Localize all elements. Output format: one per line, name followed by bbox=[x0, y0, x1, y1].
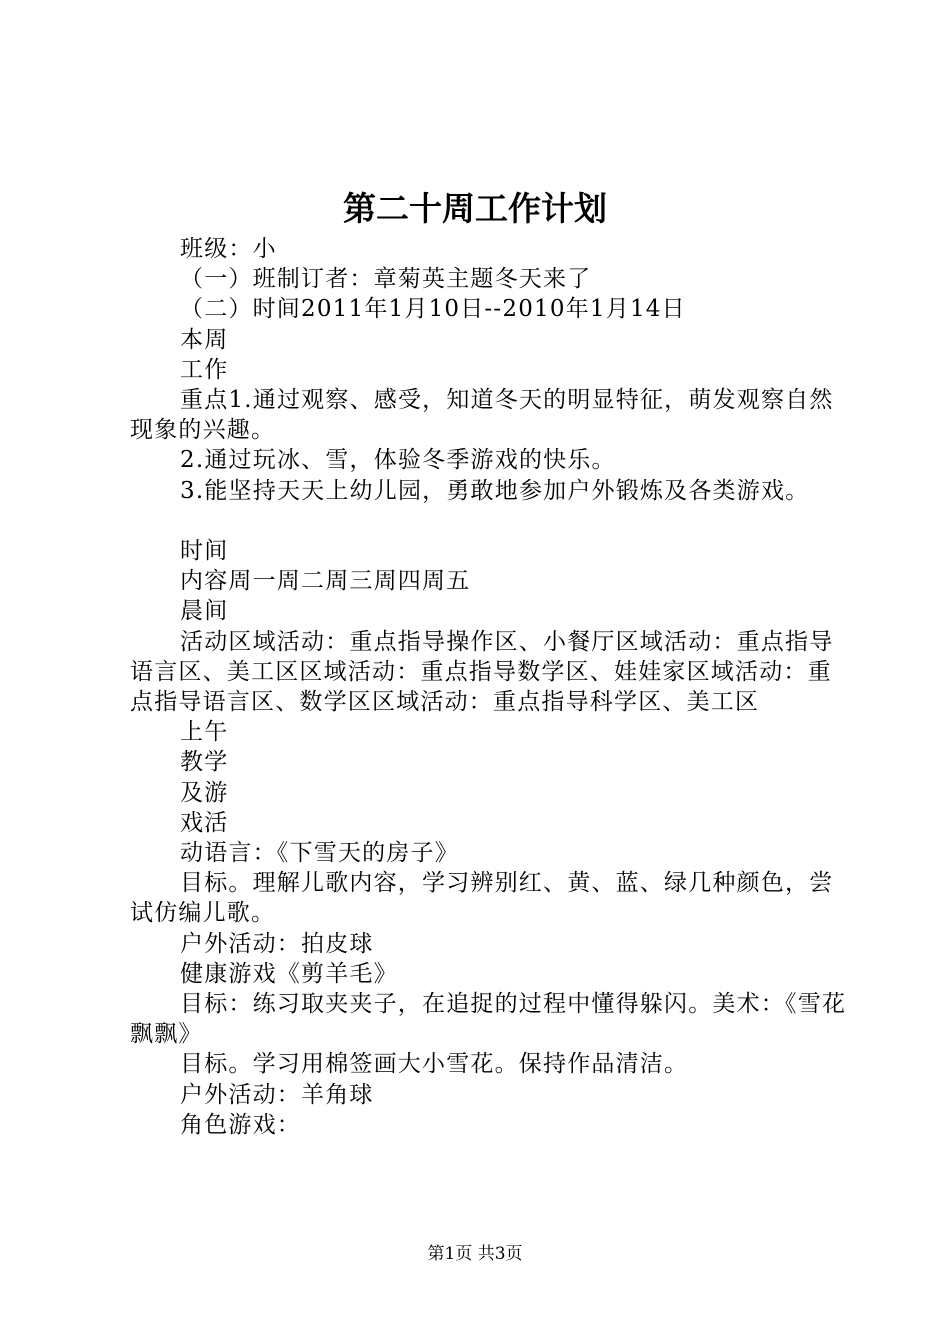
paragraph: 目标。理解儿歌内容，学习辨别红、黄、蓝、绿几种颜色，尝试仿编儿歌。 bbox=[130, 870, 834, 927]
paragraph: 上午 bbox=[180, 719, 229, 746]
paragraph: 工作 bbox=[180, 356, 229, 383]
paragraph: 2.通过玩冰、雪，体验冬季游戏的快乐。 bbox=[180, 447, 616, 474]
paragraph: 户外活动：拍皮球 bbox=[180, 930, 374, 957]
paragraph: 晨间 bbox=[180, 598, 229, 625]
paragraph: 本周 bbox=[180, 326, 229, 353]
paragraph: 戏活 bbox=[180, 809, 229, 836]
paragraph: （一）班制订者：章菊英主题冬天来了 bbox=[180, 266, 592, 293]
paragraph: 及游 bbox=[180, 779, 229, 806]
document-title: 第二十周工作计划 bbox=[343, 189, 607, 228]
page-footer: 第1页 共3页 bbox=[427, 1244, 523, 1264]
paragraph: 角色游戏： bbox=[180, 1111, 301, 1138]
paragraph: 3.能坚持天天上幼儿园，勇敢地参加户外锻炼及各类游戏。 bbox=[180, 477, 810, 504]
paragraph: （二）时间2011年1月10日--2010年1月14日 bbox=[180, 296, 686, 323]
paragraph: 教学 bbox=[180, 749, 229, 776]
blank-line bbox=[130, 506, 852, 536]
paragraph: 目标：练习取夹夹子，在追捉的过程中懂得躲闪。美术：《雪花飘飘》 bbox=[130, 991, 847, 1048]
paragraph: 活动区域活动：重点指导操作区、小餐厅区域活动：重点指导语言区、美工区区域活动：重点指导数学区、娃娃家区域活动：重点指导语言区、数学区区域活动：重点指导科学区、美工区 bbox=[130, 628, 834, 716]
paragraph: 内容周一周二周三周四周五 bbox=[180, 568, 471, 595]
paragraph: 户外活动：羊角球 bbox=[180, 1081, 374, 1108]
paragraph: 班级：小 bbox=[180, 236, 277, 262]
paragraph: 重点1.通过观察、感受，知道冬天的明显特征，萌发观察自然现象的兴趣。 bbox=[130, 387, 834, 444]
paragraph: 时间 bbox=[180, 538, 229, 565]
paragraph: 健康游戏《剪羊毛》 bbox=[180, 960, 398, 987]
paragraph: 动语言：《下雪天的房子》 bbox=[180, 840, 459, 867]
paragraph: 目标。学习用棉签画大小雪花。保持作品清洁。 bbox=[180, 1051, 689, 1078]
document-body bbox=[130, 234, 852, 1140]
